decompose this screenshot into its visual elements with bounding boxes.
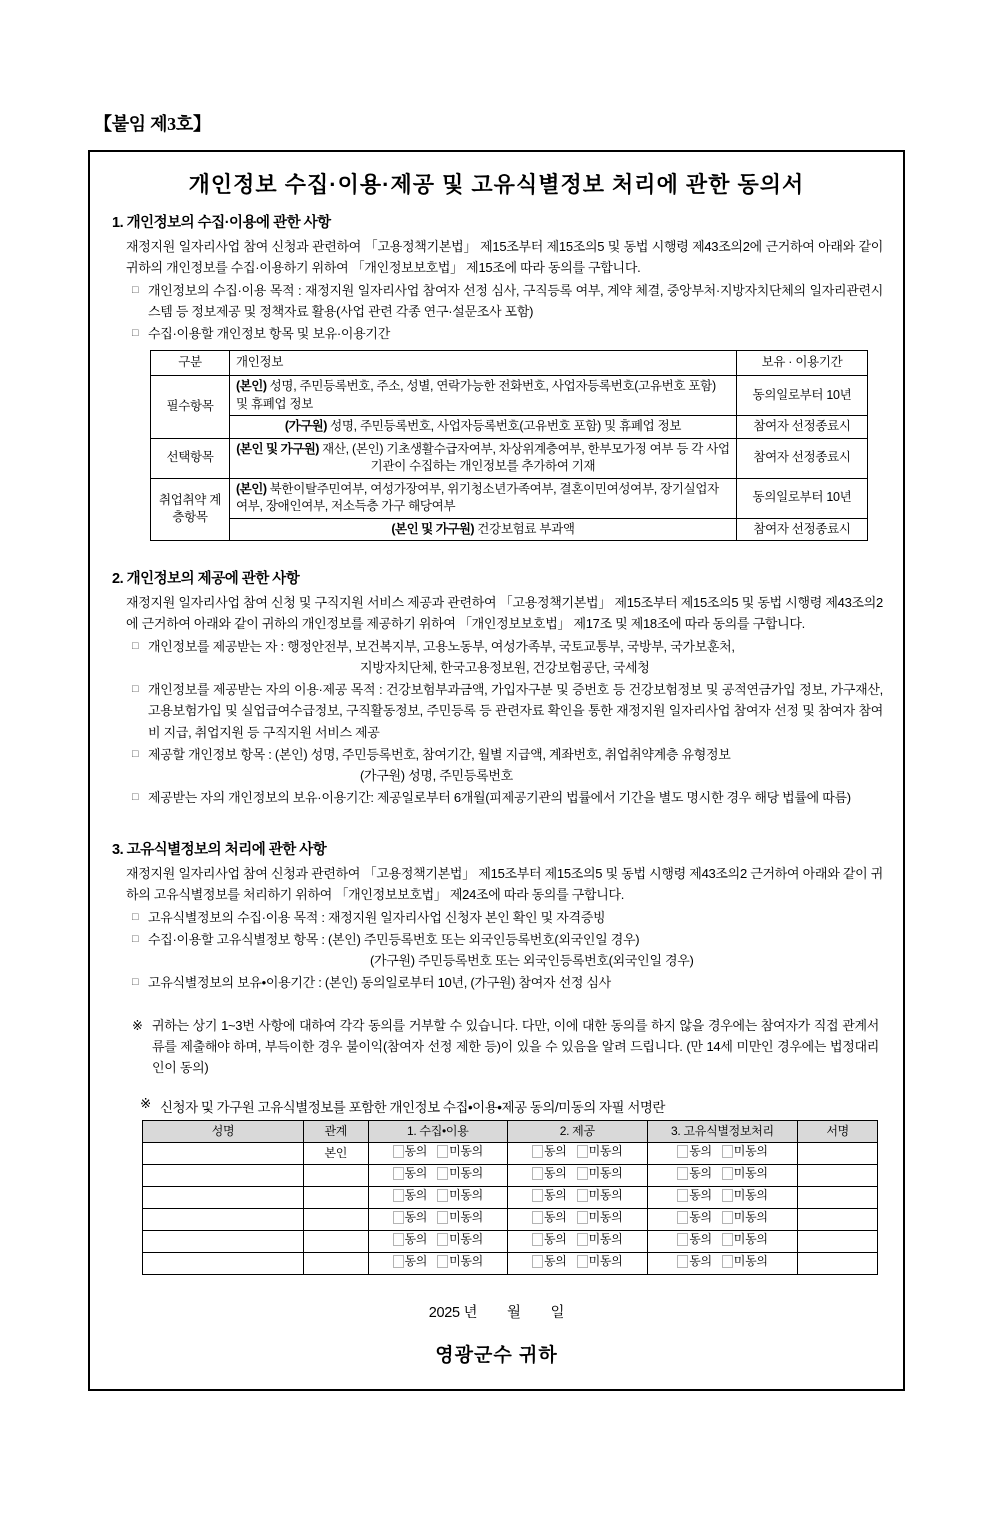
checkbox-icon [532, 1145, 543, 1158]
period-cell: 참여자 선정종료시 [737, 518, 868, 541]
period-cell: 참여자 선정종료시 [737, 438, 868, 478]
personal-info-table [150, 350, 868, 541]
table-row [151, 416, 868, 439]
agree-checkbox[interactable]: 동의 [393, 1254, 428, 1270]
table-header-row [151, 351, 868, 376]
info-cell: (본인) 북한이탈주민여부, 여성가장여부, 위기청소년가족여부, 결혼이민여성여부, 장기실업자여부, 장애인여부, 저소득층 가구 해당여부 [230, 478, 737, 518]
consent-cell-unique-id [647, 1253, 798, 1275]
disagree-checkbox[interactable]: 미동의 [577, 1144, 623, 1160]
section3-bullet-period [132, 972, 883, 993]
square-bullet-icon: □ [132, 975, 139, 988]
table-row [151, 478, 868, 518]
agree-checkbox[interactable]: 동의 [532, 1144, 567, 1160]
checkbox-icon [437, 1145, 448, 1158]
signature-row [143, 1253, 878, 1275]
section3-bullet-items [132, 929, 883, 971]
signature-row [143, 1209, 878, 1231]
disagree-checkbox[interactable]: 미동의 [722, 1166, 768, 1182]
relation-cell[interactable] [304, 1187, 368, 1209]
col-header-collection-use: 1. 수집•이용 [368, 1121, 508, 1143]
signature-table-caption: ※ 신청자 및 가구원 고유식별정보를 포함한 개인정보 수집•이용•제공 동의/미동의 자필 서명란 [140, 1096, 665, 1116]
consent-signature-table [142, 1120, 878, 1275]
agree-checkbox[interactable]: 동의 [532, 1254, 567, 1270]
checkbox-icon [532, 1189, 543, 1202]
square-bullet-icon: □ [132, 932, 139, 945]
col-header-provision: 2. 제공 [508, 1121, 648, 1143]
agree-checkbox[interactable]: 동의 [677, 1210, 712, 1226]
checkbox-icon [677, 1145, 688, 1158]
consent-cell-unique-id [647, 1143, 798, 1165]
attachment-label: 【붙임 제3호】 [94, 114, 211, 134]
signature-row [143, 1165, 878, 1187]
notice-text: 귀하는 상기 1~3번 사항에 대하여 각각 동의를 거부할 수 있습니다. 다만, 이에 대한 동의를 하지 않을 경우에는 참여자가 직접 관계서류를 제출해야 하며, 부득이한 경우 불이익(참여자 선정 제한 등)이 있을 수 있음을 알려 드립니다. (만 14세 미만인 경우에는 법정대리인이 동의) [152, 1017, 879, 1076]
table-row [151, 438, 868, 478]
consent-cell-collection [368, 1143, 508, 1165]
disagree-checkbox[interactable]: 미동의 [437, 1144, 483, 1160]
period-cell: 동의일로부터 10년 [737, 376, 868, 416]
checkbox-icon [393, 1211, 404, 1224]
name-cell[interactable] [143, 1143, 304, 1165]
bullet-text: 수집·이용할 고유식별정보 항목 : (본인) 주민등록번호 또는 외국인등록번호(외국인일 경우) (가구원) 주민등록번호 또는 외국인등록번호(외국인일 경우) [148, 931, 694, 968]
section-provision [110, 567, 883, 807]
disagree-checkbox[interactable]: 미동의 [577, 1188, 623, 1204]
bullet-text: 제공할 개인정보 항목 : (본인) 성명, 주민등록번호, 참여기간, 월별 지급액, 계좌번호, 취업취약계층 유형정보 (가구원) 성명, 주민등록번호 [148, 746, 731, 783]
bullet-text: 개인정보를 제공받는 자의 이용·제공 목적 : 건강보험부과금액, 가입자구분 및 증번호 등 건강보험정보 및 공적연금가입 정보, 가구재산, 고용보험가입 및 실업급여수급정보, 구직활동정보, 주민등록 등 관련자료 확인을 통한 재정지원 일자리사업 참여자 선정 및 참여자 참여비 지급, 취업지원 등 구직지원 서비스 제공 [148, 682, 883, 740]
name-cell[interactable] [143, 1209, 304, 1231]
disagree-checkbox[interactable]: 미동의 [722, 1188, 768, 1204]
section1-intro: 재정지원 일자리사업 참여 신청과 관련하여 「고용정책기본법」 제15조부터 제15조의5 및 동법 시행령 제43조의2에 근거하여 아래와 같이 귀하의 개인정보를 수집·이용하기 위하여 「개인정보보호법」 제15조에 따라 동의를 구합니다. [126, 239, 883, 276]
checkbox-icon [722, 1167, 733, 1180]
disagree-checkbox[interactable]: 미동의 [437, 1210, 483, 1226]
checkbox-icon [577, 1145, 588, 1158]
checkbox-icon [722, 1189, 733, 1202]
signature-cell[interactable] [798, 1165, 878, 1187]
agree-checkbox[interactable]: 동의 [532, 1210, 567, 1226]
checkbox-icon [393, 1255, 404, 1268]
date-line: 2025 년 월 일 [428, 1305, 565, 1322]
refusal-notice [132, 1015, 883, 1078]
section1-heading: 1. 개인정보의 수집·이용에 관한 사항 [112, 215, 331, 231]
reference-mark-icon: ※ [132, 1017, 143, 1033]
col-header-signature: 서명 [798, 1121, 878, 1143]
relation-cell[interactable] [304, 1231, 368, 1253]
relation-cell[interactable] [304, 1209, 368, 1231]
category-required: 필수항목 [151, 376, 230, 439]
bullet-text: 개인정보를 제공받는 자 : 행정안전부, 보건복지부, 고용노동부, 여성가족부, 국토교통부, 국방부, 국가보훈처, 지방자치단체, 한국고용정보원, 건강보험공단, 국세청 [148, 639, 735, 676]
checkbox-icon [677, 1167, 688, 1180]
checkbox-icon [532, 1255, 543, 1268]
consent-cell-collection [368, 1253, 508, 1275]
col-header-relation: 관계 [304, 1121, 368, 1143]
col-header-category: 구분 [151, 351, 230, 376]
agree-checkbox[interactable]: 동의 [677, 1188, 712, 1204]
agree-checkbox[interactable]: 동의 [393, 1210, 428, 1226]
consent-cell-collection [368, 1231, 508, 1253]
consent-cell-unique-id [647, 1187, 798, 1209]
name-cell[interactable] [143, 1253, 304, 1275]
signature-row [143, 1231, 878, 1253]
signature-cell[interactable] [798, 1231, 878, 1253]
col-header-name: 성명 [143, 1121, 304, 1143]
checkbox-icon [532, 1167, 543, 1180]
checkbox-icon [577, 1233, 588, 1246]
section2-bullet-recipients [132, 636, 883, 678]
consent-cell-provision [508, 1253, 648, 1275]
col-header-personal-info: 개인정보 [230, 351, 737, 376]
bullet-text: 고유식별정보의 보유•이용기간 : (본인) 동의일로부터 10년, (가구원) 참여자 선정 심사 [148, 974, 611, 990]
signature-row [143, 1187, 878, 1209]
signature-row [143, 1143, 878, 1165]
bullet-text: 고유식별정보의 수집·이용 목적 : 재정지원 일자리사업 신청자 본인 확인 및 자격증빙 [148, 909, 606, 925]
agree-checkbox[interactable]: 동의 [677, 1144, 712, 1160]
disagree-checkbox[interactable]: 미동의 [437, 1188, 483, 1204]
agree-checkbox[interactable]: 동의 [393, 1166, 428, 1182]
info-cell: (가구원) 성명, 주민등록번호, 사업자등록번호(고유번호 포함) 및 휴폐업 정보 [230, 416, 737, 439]
section1-bullet-purpose [132, 280, 883, 322]
table-row [151, 518, 868, 541]
info-cell: (본인 및 가구원) 건강보험료 부과액 [230, 518, 737, 541]
col-header-unique-id: 3. 고유식별정보처리 [647, 1121, 798, 1143]
checkbox-icon [677, 1189, 688, 1202]
document-frame [88, 150, 905, 1391]
section2-heading: 2. 개인정보의 제공에 관한 사항 [112, 571, 300, 588]
col-header-period: 보유 · 이용기간 [737, 351, 868, 376]
checkbox-icon [677, 1211, 688, 1224]
square-bullet-icon: □ [132, 284, 139, 297]
section2-bullet-purpose [132, 679, 883, 742]
square-bullet-icon: □ [132, 327, 139, 340]
square-bullet-icon: □ [132, 640, 139, 653]
section2-intro: 재정지원 일자리사업 참여 신청 및 구직지원 서비스 제공과 관련하여 「고용정책기본법」 제15조부터 제15조의5 및 동법 시행령 제43조의2에 근거하여 아래와 같이 귀하의 개인정보를 제공하기 위하여 「개인정보보호법」 제17조 및 제18조에 따라 동의를 구합니다. [126, 595, 883, 632]
bullet-text: 제공받는 자의 개인정보의 보유·이용기간: 제공일로부터 6개월(피제공기관의 법률에서 기간을 별도 명시한 경우 해당 법률에 따름) [148, 789, 851, 805]
square-bullet-icon: □ [132, 683, 139, 696]
section-collection-use [110, 211, 883, 541]
consent-cell-provision [508, 1209, 648, 1231]
disagree-checkbox[interactable]: 미동의 [437, 1254, 483, 1270]
recipient-title: 영광군수 귀하 [435, 1345, 558, 1367]
signature-header-row [143, 1121, 878, 1143]
consent-cell-provision [508, 1165, 648, 1187]
section3-intro: 재정지원 일자리사업 참여 신청과 관련하여 「고용정책기본법」 제15조부터 제15조의5 및 동법 시행령 제43조의2 근거하여 아래와 같이 귀하의 고유식별정보를 처리하기 위하여 「개인정보보호법」 제24조에 따라 동의를 구합니다. [126, 865, 883, 902]
agree-checkbox[interactable]: 동의 [393, 1188, 428, 1204]
disagree-checkbox[interactable]: 미동의 [437, 1166, 483, 1182]
checkbox-icon [393, 1189, 404, 1202]
name-cell[interactable] [143, 1187, 304, 1209]
signature-cell[interactable] [798, 1187, 878, 1209]
checkbox-icon [722, 1211, 733, 1224]
consent-cell-unique-id [647, 1231, 798, 1253]
consent-cell-collection [368, 1187, 508, 1209]
relation-cell[interactable] [304, 1165, 368, 1187]
checkbox-icon [532, 1233, 543, 1246]
disagree-checkbox[interactable]: 미동의 [722, 1254, 768, 1270]
consent-cell-unique-id [647, 1165, 798, 1187]
category-optional: 선택항목 [151, 438, 230, 478]
agree-checkbox[interactable]: 동의 [532, 1188, 567, 1204]
checkbox-icon [577, 1167, 588, 1180]
checkbox-icon [722, 1233, 733, 1246]
checkbox-icon [532, 1211, 543, 1224]
checkbox-icon [437, 1189, 448, 1202]
disagree-checkbox[interactable]: 미동의 [577, 1254, 623, 1270]
disagree-checkbox[interactable]: 미동의 [577, 1232, 623, 1248]
disagree-checkbox[interactable]: 미동의 [722, 1210, 768, 1226]
disagree-checkbox[interactable]: 미동의 [722, 1144, 768, 1160]
name-cell[interactable] [143, 1165, 304, 1187]
info-cell: (본인) 성명, 주민등록번호, 주소, 성별, 연락가능한 전화번호, 사업자등록번호(고유번호 포함) 및 휴폐업 정보 [230, 376, 737, 416]
agree-checkbox[interactable]: 동의 [393, 1232, 428, 1248]
consent-cell-provision [508, 1187, 648, 1209]
section3-heading: 3. 고유식별정보의 처리에 관한 사항 [112, 841, 327, 858]
square-bullet-icon: □ [132, 747, 139, 760]
reference-mark-icon: ※ [140, 1096, 151, 1112]
agree-checkbox[interactable]: 동의 [677, 1166, 712, 1182]
info-cell: (본인 및 가구원) 재산, (본인) 기초생활수급자여부, 차상위계층여부, 한부모가정 여부 등 각 사업기관이 수집하는 개인정보를 추가하여 기재 [230, 438, 737, 478]
bullet-text: 개인정보의 수집·이용 목적 : 재정지원 일자리사업 참여자 선정 심사, 구직등록 여부, 계약 체결, 중앙부처·지방자치단체의 일자리관련시스템 등 정보제공 및 정책자료 활용(사업 관련 각종 연구·설문조사 포함) [148, 283, 883, 320]
checkbox-icon [577, 1189, 588, 1202]
checkbox-icon [393, 1145, 404, 1158]
consent-cell-provision [508, 1143, 648, 1165]
section2-bullet-items [132, 744, 883, 786]
consent-cell-provision [508, 1231, 648, 1253]
square-bullet-icon: □ [132, 910, 139, 923]
relation-cell[interactable] [304, 1253, 368, 1275]
category-vulnerable: 취업취약 계층항목 [151, 478, 230, 541]
checkbox-icon [393, 1167, 404, 1180]
checkbox-icon [577, 1255, 588, 1268]
checkbox-icon [577, 1211, 588, 1224]
agree-checkbox[interactable]: 동의 [393, 1144, 428, 1160]
disagree-checkbox[interactable]: 미동의 [437, 1232, 483, 1248]
checkbox-icon [677, 1255, 688, 1268]
checkbox-icon [437, 1233, 448, 1246]
name-cell[interactable] [143, 1231, 304, 1253]
signature-cell[interactable] [798, 1143, 878, 1165]
section1-bullet-items [132, 323, 883, 344]
section3-bullet-purpose [132, 907, 883, 928]
disagree-checkbox[interactable]: 미동의 [722, 1232, 768, 1248]
disagree-checkbox[interactable]: 미동의 [577, 1166, 623, 1182]
checkbox-icon [437, 1255, 448, 1268]
signature-cell[interactable] [798, 1253, 878, 1275]
relation-cell: 본인 [304, 1143, 368, 1165]
section-unique-id [110, 838, 883, 993]
checkbox-icon [437, 1211, 448, 1224]
consent-cell-unique-id [647, 1209, 798, 1231]
page-title: 개인정보 수집·이용·제공 및 고유식별정보 처리에 관한 동의서 [188, 172, 805, 197]
checkbox-icon [437, 1167, 448, 1180]
section2-bullet-period [132, 787, 883, 808]
bullet-text: 수집·이용할 개인정보 항목 및 보유·이용기간 [148, 326, 390, 342]
period-cell: 동의일로부터 10년 [737, 478, 868, 518]
period-cell: 참여자 선정종료시 [737, 416, 868, 439]
agree-checkbox[interactable]: 동의 [532, 1232, 567, 1248]
consent-cell-collection [368, 1209, 508, 1231]
consent-cell-collection [368, 1165, 508, 1187]
disagree-checkbox[interactable]: 미동의 [577, 1210, 623, 1226]
checkbox-icon [722, 1145, 733, 1158]
agree-checkbox[interactable]: 동의 [532, 1166, 567, 1182]
agree-checkbox[interactable]: 동의 [677, 1232, 712, 1248]
square-bullet-icon: □ [132, 790, 139, 803]
agree-checkbox[interactable]: 동의 [677, 1254, 712, 1270]
checkbox-icon [677, 1233, 688, 1246]
checkbox-icon [722, 1255, 733, 1268]
checkbox-icon [393, 1233, 404, 1246]
signature-cell[interactable] [798, 1209, 878, 1231]
table-row [151, 376, 868, 416]
